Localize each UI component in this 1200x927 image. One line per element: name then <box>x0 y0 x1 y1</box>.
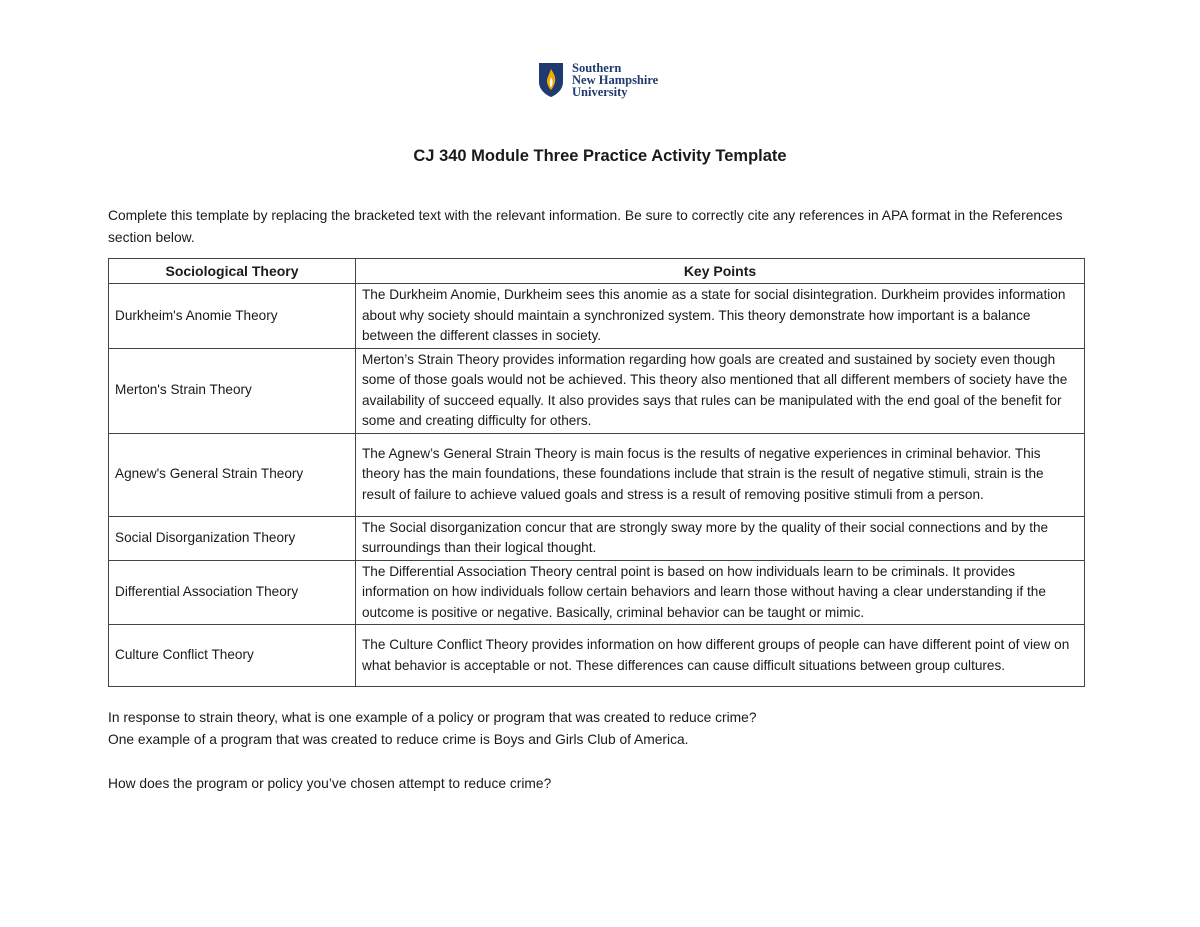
theory-cell: Agnew's General Strain Theory <box>109 433 356 516</box>
key-points-cell: The Culture Conflict Theory provides information on how different groups of people can have different point of view on what behavior is acceptable or not. These differences can cause difficult situations between group cultures. <box>356 625 1085 687</box>
logo-wordmark <box>572 62 658 98</box>
question-2: How does the program or policy you’ve chosen attempt to reduce crime? <box>108 776 552 791</box>
header-key-points: Key Points <box>356 259 1085 284</box>
theory-cell: Merton's Strain Theory <box>109 348 356 433</box>
logo-line-1: Southern <box>572 61 622 75</box>
theory-cell: Durkheim's Anomie Theory <box>109 284 356 349</box>
theory-cell: Culture Conflict Theory <box>109 625 356 687</box>
table-row <box>109 284 1085 349</box>
theory-cell: Social Disorganization Theory <box>109 516 356 560</box>
page-title: CJ 340 Module Three Practice Activity Template <box>413 147 787 165</box>
shield-flame-icon <box>538 62 564 98</box>
key-points-cell: The Agnew’s General Strain Theory is main focus is the results of negative experiences in criminal behavior. This theory has the main foundations, these foundations include that strain is the result of negative stimuli, strain is the result of failure to achieve valued goals and stress is a result of removing positive stimuli from a person. <box>356 433 1085 516</box>
logo-line-3: University <box>572 85 628 99</box>
table-row <box>109 433 1085 516</box>
header-sociological-theory: Sociological Theory <box>109 259 356 284</box>
key-points-cell: The Social disorganization concur that are strongly sway more by the quality of their social connections and by the surroundings than their logical thought. <box>356 516 1085 560</box>
intro-text: Complete this template by replacing the bracketed text with the relevant information. Be sure to correctly cite any references in APA format in the References section below. <box>108 208 1063 245</box>
table-row <box>109 560 1085 625</box>
answer-1: One example of a program that was created to reduce crime is Boys and Girls Club of America. <box>108 732 689 747</box>
key-points-cell: Merton’s Strain Theory provides information regarding how goals are created and sustained by society even though some of those goals would not be achieved. This theory also mentioned that all different members of society have the availability of succeed equally. It also provides says that rules can be manipulated with the end goal of the benefit for some and creating difficulty for others. <box>356 348 1085 433</box>
question-1: In response to strain theory, what is one example of a policy or program that was created to reduce crime? <box>108 710 757 725</box>
table-header-row <box>109 259 1085 284</box>
table-row <box>109 516 1085 560</box>
key-points-cell: The Durkheim Anomie, Durkheim sees this anomie as a state for social disintegration. Durkheim provides information about why society should maintain a synchronized system. This theory demonstrate how important is a balance between the different classes in society. <box>356 284 1085 349</box>
logo-line-2: New Hampshire <box>572 73 659 87</box>
table-row <box>109 625 1085 687</box>
key-points-cell: The Differential Association Theory central point is based on how individuals learn to be criminals. It provides information on how individuals follow certain behaviors and learn those without having a clear understanding if the outcome is positive or negative. Basically, criminal behavior can be taught or mimic. <box>356 560 1085 625</box>
table-row <box>109 348 1085 433</box>
theory-cell: Differential Association Theory <box>109 560 356 625</box>
theory-table <box>108 258 1085 687</box>
snhu-logo <box>538 62 658 98</box>
